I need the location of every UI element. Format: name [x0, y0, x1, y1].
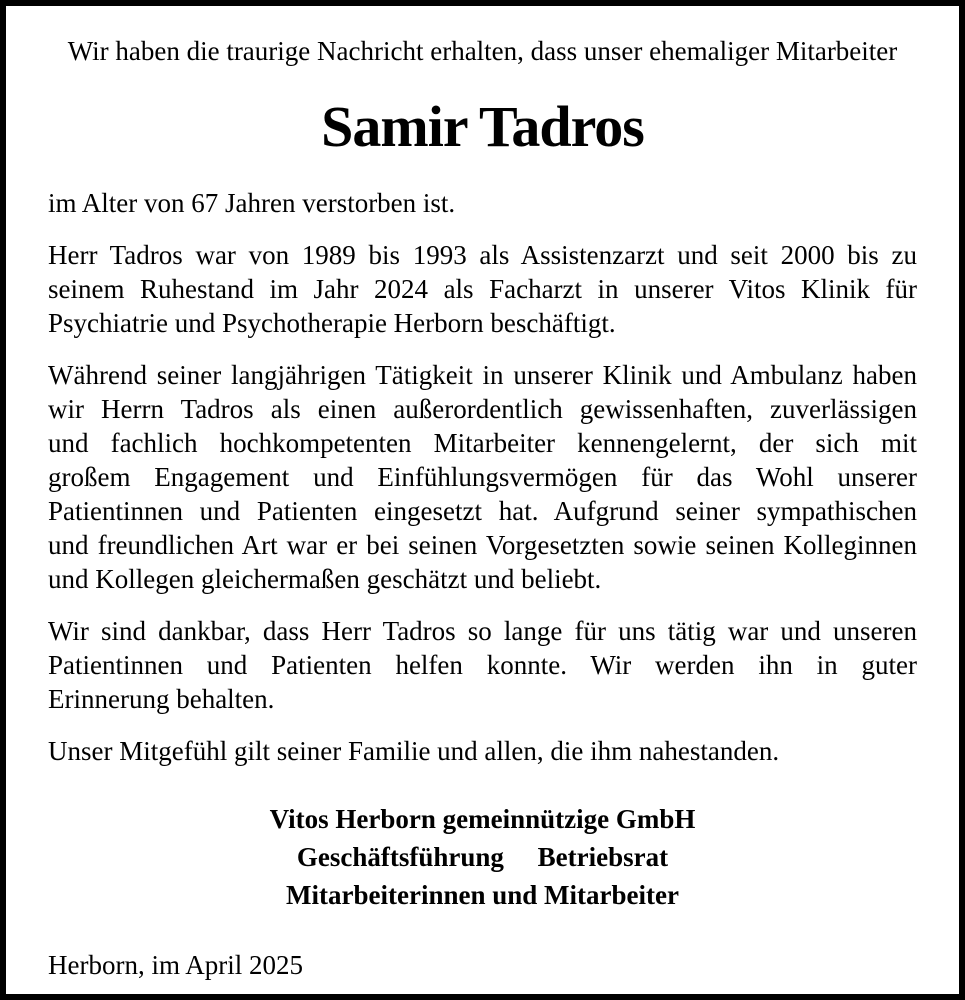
- text-line: Psychiatrie und Psychotherapie Herborn beschäftigt.: [48, 308, 616, 338]
- text-line: Unser Mitgefühl gilt seiner Familie und allen, die ihm nahestanden.: [48, 736, 780, 766]
- text-line: Patientinnen und Patienten eingesetzt hat. Aufgrund seiner sympathischen: [48, 496, 917, 526]
- paragraph: [48, 186, 917, 220]
- body-paragraphs: [48, 186, 917, 768]
- deceased-name: Samir Tadros: [321, 94, 644, 159]
- text-line: wir Herrn Tadros als einen außerordentlich gewissenhaften, zuverlässigen: [48, 394, 917, 424]
- text-line: Herr Tadros war von 1989 bis 1993 als Assistenzarzt und seit 2000 bis zu: [48, 240, 917, 270]
- text-line: Erinnerung behalten.: [48, 684, 275, 714]
- text-line: und freundlichen Art war er bei seinen Vorgesetzten sowie seinen Kolleginnen: [48, 530, 917, 560]
- signature-block: [48, 800, 917, 914]
- signature-line: Mitarbeiterinnen und Mitarbeiter: [286, 880, 679, 910]
- date-line: Herborn, im April 2025: [48, 950, 303, 980]
- text-line: im Alter von 67 Jahren verstorben ist.: [48, 188, 456, 218]
- text-line: Während seiner langjährigen Tätigkeit in unserer Klinik und Ambulanz haben: [48, 360, 917, 390]
- signature-line: Geschäftsführung Betriebsrat: [296, 842, 669, 872]
- text-line: und Kollegen gleichermaßen geschätzt und beliebt.: [48, 564, 602, 594]
- signature-line: Vitos Herborn gemeinnützige GmbH: [269, 804, 696, 834]
- paragraph: [48, 614, 917, 716]
- paragraph: [48, 734, 917, 768]
- paragraph: [48, 238, 917, 340]
- paragraph: [48, 358, 917, 596]
- text-line: und fachlich hochkompetenten Mitarbeiter kennengelernt, der sich mit: [48, 428, 917, 458]
- text-line: seinem Ruhestand im Jahr 2024 als Facharzt in unserer Vitos Klinik für: [48, 274, 917, 304]
- text-line: Wir sind dankbar, dass Herr Tadros so lange für uns tätig war und unseren: [48, 616, 917, 646]
- intro-line: Wir haben die traurige Nachricht erhalten, dass unser ehemaliger Mitarbeiter: [67, 36, 898, 66]
- text-line: Patientinnen und Patienten helfen konnte. Wir werden ihn in guter: [48, 650, 917, 680]
- text-line: großem Engagement und Einfühlungsvermögen für das Wohl unserer: [48, 462, 917, 492]
